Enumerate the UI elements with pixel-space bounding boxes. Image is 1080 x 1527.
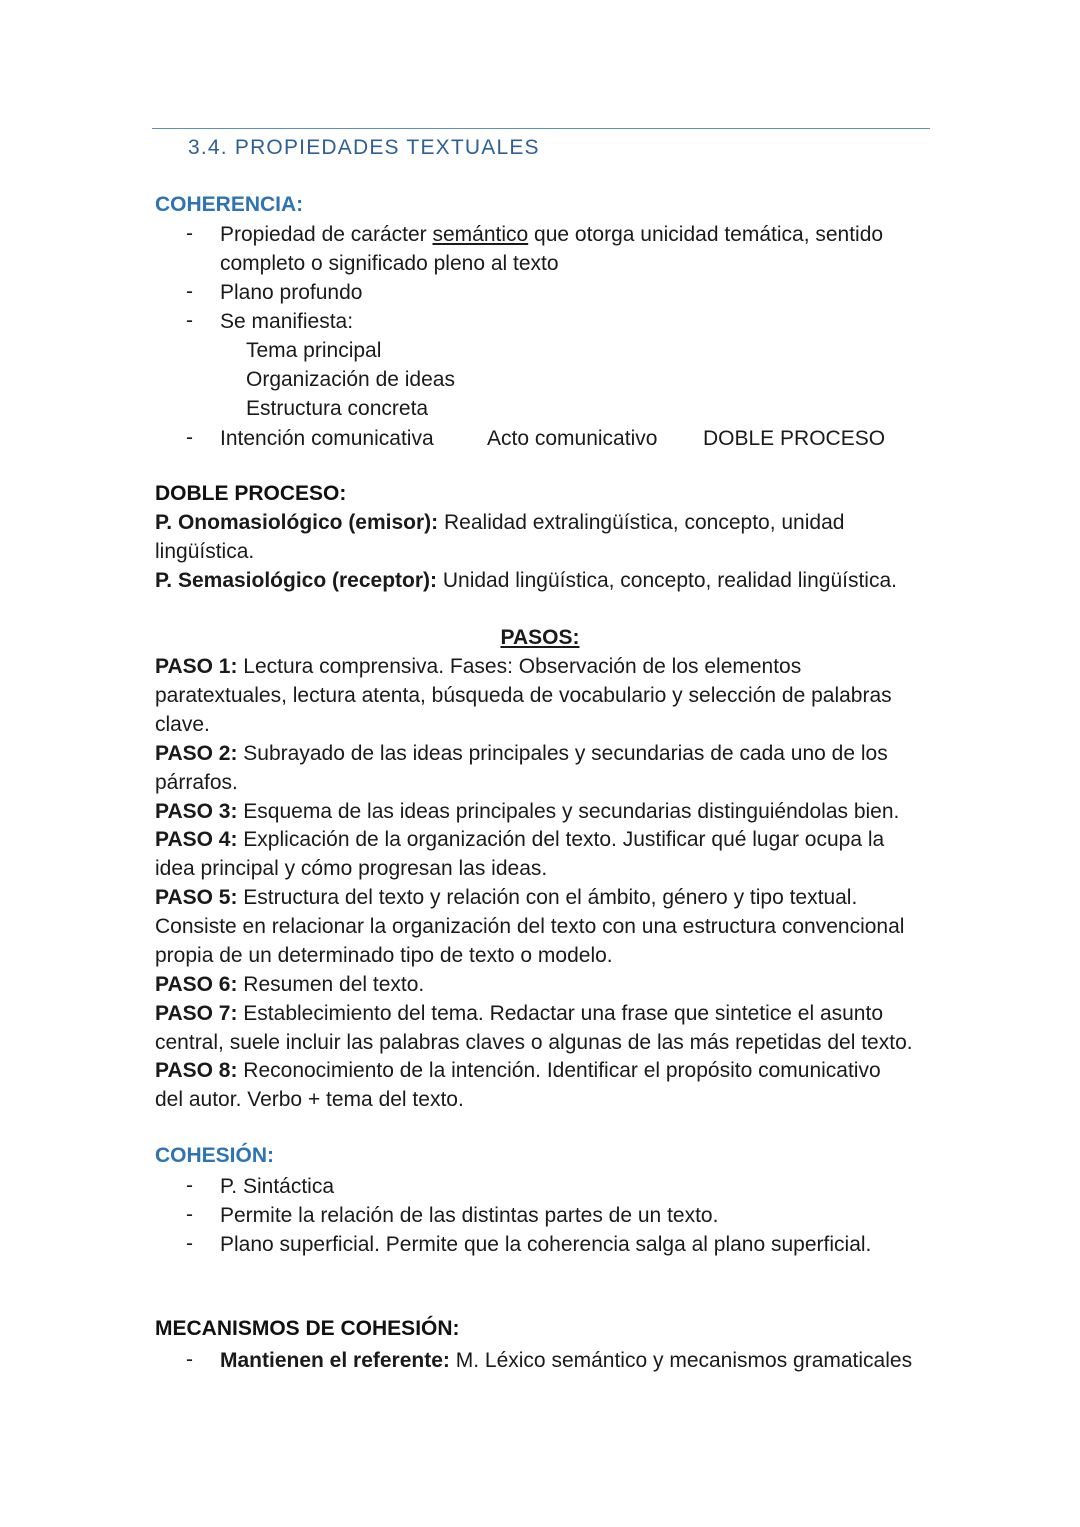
paso-6: PASO 6: Resumen del texto. (155, 973, 425, 996)
bullet-dash: - (186, 426, 193, 449)
coherencia-bullet-4b: Acto comunicativo (487, 427, 658, 450)
sub-item: Estructura concreta (246, 397, 429, 420)
bullet-dash: - (186, 222, 193, 245)
paso-2: PASO 2: Subrayado de las ideas principales y secundarias de cada uno de los (155, 742, 888, 765)
paso-1-line2: paratextuales, lectura atenta, búsqueda de vocabulario y selección de palabras (155, 684, 892, 707)
mecanismos-heading: MECANISMOS DE COHESIÓN: (155, 1317, 460, 1340)
doble-proceso-line-2: P. Semasiológico (receptor): Unidad lingüística, concepto, realidad lingüística. (155, 569, 897, 592)
pasos-title: PASOS: (500, 626, 580, 649)
sub-item: Organización de ideas (246, 368, 455, 391)
paso-3: PASO 3: Esquema de las ideas principales y secundarias distinguiéndolas bien. (155, 800, 900, 823)
bullet-dash: - (186, 1232, 193, 1255)
paso-5-line3: propia de un determinado tipo de texto o modelo. (155, 944, 613, 967)
cohesion-bullet-2: Permite la relación de las distintas partes de un texto. (220, 1204, 719, 1227)
bullet-dash: - (186, 309, 193, 332)
bullet-dash: - (186, 1348, 193, 1371)
paso-1-line3: clave. (155, 713, 210, 736)
coherencia-bullet-1: Propiedad de carácter semántico que otorga unicidad temática, sentido (220, 223, 884, 246)
paso-8-line2: del autor. Verbo + tema del texto. (155, 1088, 464, 1111)
doble-proceso-line-1: P. Onomasiológico (emisor): Realidad extralingüística, concepto, unidad (155, 511, 845, 534)
paso-2-line2: párrafos. (155, 771, 238, 794)
cohesion-bullet-3: Plano superficial. Permite que la coherencia salga al plano superficial. (220, 1233, 872, 1256)
paso-5-line2: Consiste en relacionar la organización del texto con una estructura convencional (155, 915, 905, 938)
doble-proceso-heading: DOBLE PROCESO: (155, 482, 347, 505)
paso-5: PASO 5: Estructura del texto y relación con el ámbito, género y tipo textual. (155, 886, 858, 909)
bullet-dash: - (186, 1203, 193, 1226)
paso-4: PASO 4: Explicación de la organización del texto. Justificar qué lugar ocupa la (155, 828, 885, 851)
paso-7-line2: central, suele incluir las palabras claves o algunas de las más repetidas del texto. (155, 1031, 913, 1054)
doble-proceso-line-1b: lingüística. (155, 540, 255, 563)
paso-4-line2: idea principal y cómo progresan las ideas. (155, 857, 548, 880)
paso-1: PASO 1: Lectura comprensiva. Fases: Observación de los elementos (155, 655, 802, 678)
cohesion-heading: COHESIÓN: (155, 1144, 275, 1167)
coherencia-bullet-4c: DOBLE PROCESO (703, 427, 886, 450)
paso-7: PASO 7: Establecimiento del tema. Redactar una frase que sintetice el asunto (155, 1002, 884, 1025)
coherencia-bullet-3: Se manifiesta: (220, 310, 354, 333)
section-title: 3.4. PROPIEDADES TEXTUALES (188, 136, 540, 159)
underlined-word: semántico (432, 223, 529, 246)
coherencia-bullet-1-line2: completo o significado pleno al texto (220, 252, 559, 275)
cohesion-bullet-1: P. Sintáctica (220, 1175, 335, 1198)
bullet-dash: - (186, 280, 193, 303)
header-rule (152, 128, 930, 129)
sub-item: Tema principal (246, 339, 382, 362)
mecanismos-bullet-1: Mantienen el referente: M. Léxico semántico y mecanismos gramaticales (220, 1349, 913, 1372)
bullet-dash: - (186, 1174, 193, 1197)
coherencia-bullet-2: Plano profundo (220, 281, 363, 304)
paso-8: PASO 8: Reconocimiento de la intención. Identificar el propósito comunicativo (155, 1059, 881, 1082)
coherencia-heading: COHERENCIA: (155, 193, 304, 216)
coherencia-bullet-4a: Intención comunicativa (220, 427, 434, 450)
